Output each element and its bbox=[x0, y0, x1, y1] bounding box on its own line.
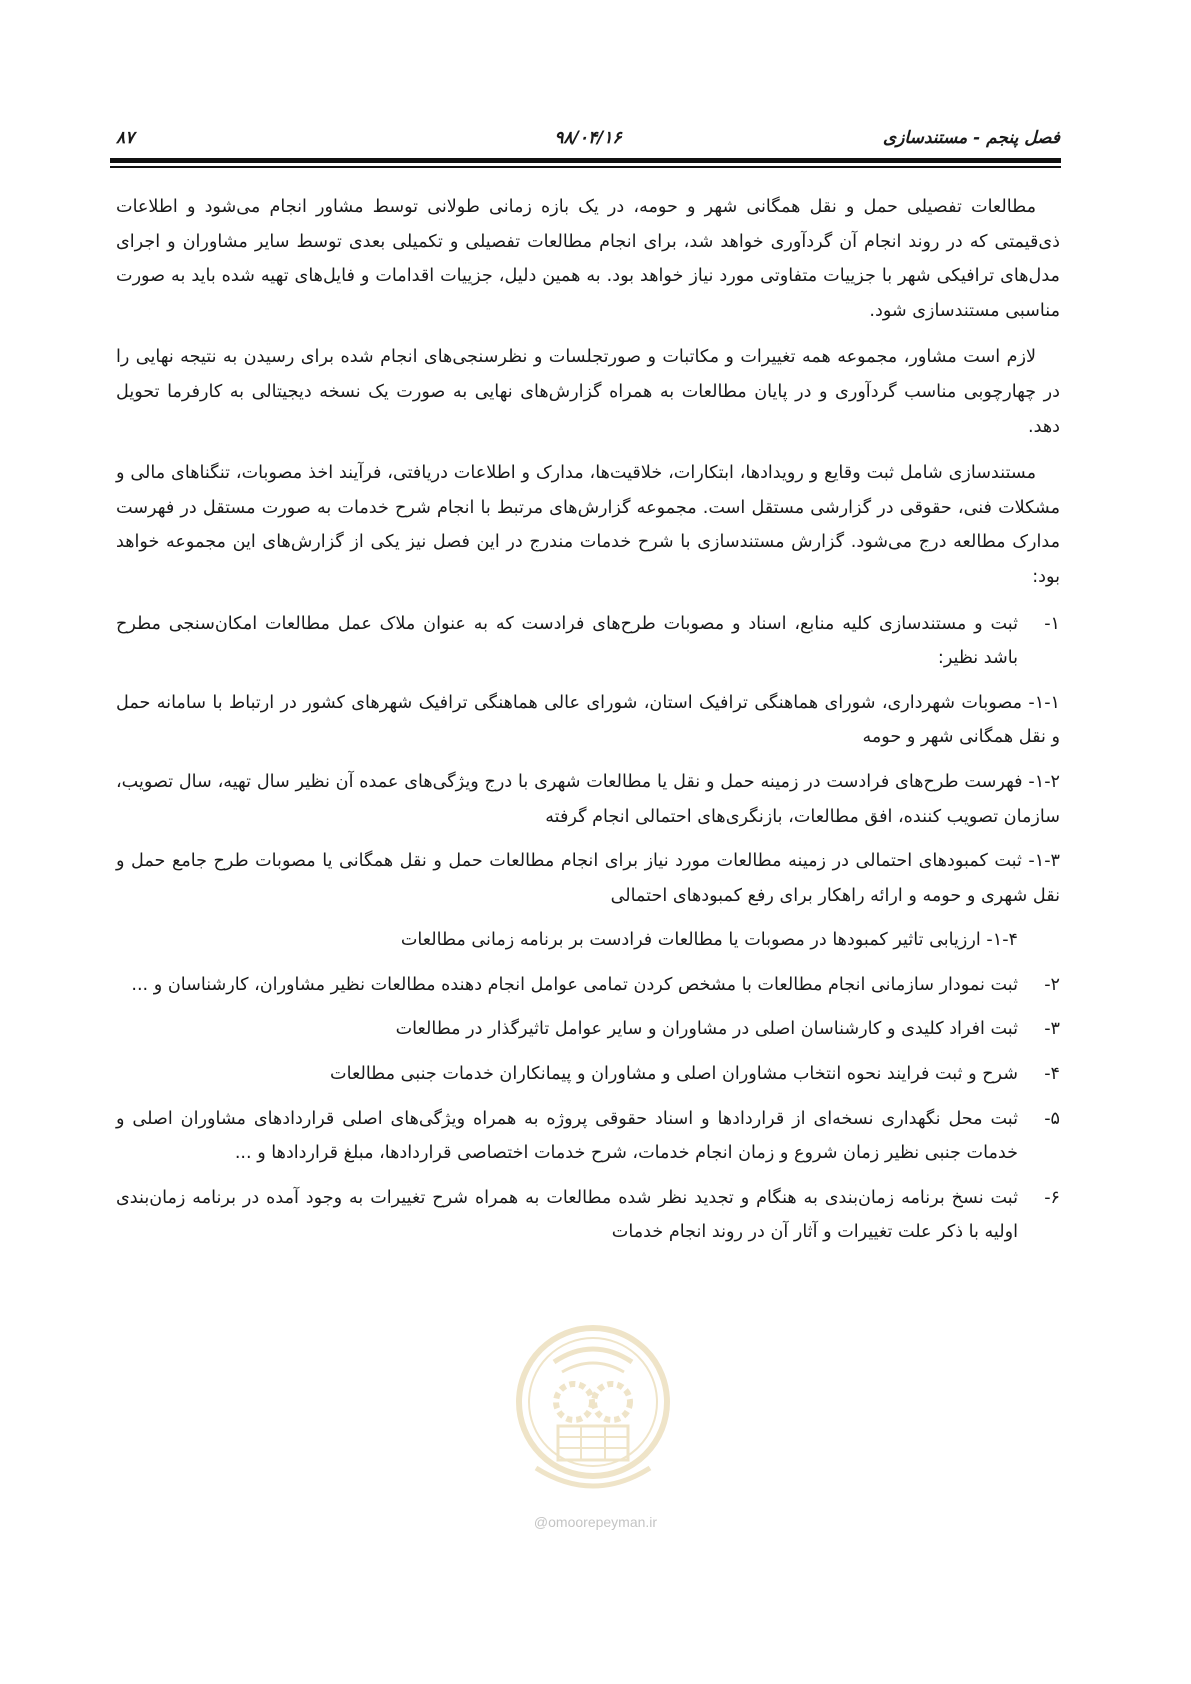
list-text: ثبت نسخ برنامه زمان‌بندی به هنگام و تجدید نظر شده مطالعات به همراه شرح تغییرات به وجود آمده در برنامه زمان‌بندی اولیه با ذکر علت تغییرات و آثار آن در روند انجام خدمات bbox=[116, 1187, 1018, 1243]
list-item-1 bbox=[116, 607, 1060, 676]
page-number: ۸۷ bbox=[116, 128, 135, 148]
paragraph-intro: مطالعات تفصیلی حمل و نقل همگانی شهر و حومه، در یک بازه زمانی طولانی توسط مشاور انجام می‌شود و اطلاعات ذی‌قیمتی که در روند انجام آن گردآوری خواهد شد، برای انجام مطالعات تفصیلی و تکمیلی بعدی توسط سایر مشاوران و اجرای مدل‌های ترافیکی شهر با جزییات متفاوتی مورد نیاز خواهد بود. به همین دلیل، جزییات اقدامات و فایل‌های تهیه شده باید به صورت مناسبی مستندسازی شود. bbox=[116, 197, 1060, 321]
list-item-6 bbox=[116, 1181, 1060, 1250]
list-text: ثبت نمودار سازمانی انجام مطالعات با مشخص کردن تمامی عوامل انجام دهنده مطالعات نظیر مشاوران، کارشناسان و ... bbox=[131, 974, 1018, 995]
body-text bbox=[116, 190, 1060, 1260]
list-number: ۶- bbox=[1044, 1187, 1060, 1208]
list-number: ۱- bbox=[1044, 613, 1060, 634]
list-text: ثبت و مستندسازی کلیه منابع، اسناد و مصوبات طرح‌های فرادست که به عنوان ملاک عمل مطالعات امکان‌سنجی مطرح باشد نظیر: bbox=[116, 613, 1018, 669]
list-item-4 bbox=[116, 1057, 1060, 1092]
list-text: ثبت افراد کلیدی و کارشناسان اصلی در مشاوران و سایر عوامل تاثیرگذار در مطالعات bbox=[395, 1019, 1018, 1040]
header-rule-thick bbox=[110, 158, 1061, 163]
list-number: ۲- bbox=[1044, 974, 1060, 995]
paragraph-consultant: لازم است مشاور، مجموعه همه تغییرات و مکاتبات و صورتجلسات و نظرسنجی‌های انجام شده برای رسیدن به نتیجه نهایی را در چهارچوبی مناسب گردآوری و در پایان مطالعات به همراه گزارش‌های نهایی به صورت یک نسخه دیجیتالی به کارفرما تحویل دهد. bbox=[116, 347, 1060, 437]
header-date: ۹۸/۰۴/۱۶ bbox=[554, 128, 622, 148]
watermark-logo bbox=[514, 1318, 672, 1510]
sub-item-1-3: ۱-۳- ثبت کمبودهای احتمالی در زمینه مطالعات مورد نیاز برای انجام مطالعات حمل و نقل همگانی یا مصوبات طرح جامع حمل و نقل شهری و حومه و ارائه راهکار برای رفع کمبودهای احتمالی bbox=[116, 851, 1060, 906]
list-text: ثبت محل نگهداری نسخه‌ای از قراردادها و اسناد حقوقی پروژه به همراه ویژگی‌های اصلی قراردادهای مشاوران اصلی و خدمات جنبی نظیر زمان شروع و زمان انجام خدمات، شرح خدمات اختصاصی قراردادها، مبلغ قراردادها و ... bbox=[116, 1108, 1018, 1164]
list-number: ۳- bbox=[1044, 1019, 1060, 1040]
sub-item-1-1: ۱-۱- مصوبات شهرداری، شورای هماهنگی ترافیک استان، شورای عالی هماهنگی ترافیک شهرهای کشور در ارتباط با سامانه حمل و نقل همگانی شهر و حومه bbox=[116, 692, 1060, 748]
list-text: شرح و ثبت فرایند نحوه انتخاب مشاوران اصلی و مشاوران و پیمانکاران خدمات جنبی مطالعات bbox=[330, 1064, 1018, 1085]
list-number: ۴- bbox=[1044, 1064, 1060, 1085]
watermark-site: @omoorepeyman.ir bbox=[533, 1514, 658, 1530]
list-number: ۵- bbox=[1044, 1108, 1060, 1129]
sub-item-1-4: ۱-۴- ارزیابی تاثیر کمبودها در مصوبات یا مطالعات فرادست بر برنامه زمانی مطالعات bbox=[400, 930, 1018, 951]
list-item-2 bbox=[116, 968, 1060, 1003]
list-item-5 bbox=[116, 1102, 1060, 1171]
paragraph-documentation: مستندسازی شامل ثبت وقایع و رویدادها، ابتکارات، خلاقیت‌ها، مدارک و اطلاعات دریافتی، فرآیند اخذ مصوبات، تنگناهای مالی و مشکلات فنی، حقوقی در گزارشی مستقل است. مجموعه گزارش‌های مرتبط با انجام شرح خدمات به صورت مستقل در فهرست مدارک مطالعه درج می‌شود. گزارش مستندسازی با شرح خدمات مندرج در این فصل نیز یکی از گزارش‌های این مجموعه خواهد بود: bbox=[116, 463, 1060, 587]
chapter-title: فصل پنجم - مستندسازی bbox=[882, 128, 1060, 148]
list-item-3 bbox=[116, 1012, 1060, 1047]
sub-item-1-2: ۱-۲- فهرست طرح‌های فرادست در زمینه حمل و نقل یا مطالعات شهری با درج ویژگی‌های عمده آن نظیر سال تهیه، سال تصویب، سازمان تصویب کننده، افق مطالعات، بازنگری‌های احتمالی انجام گرفته bbox=[116, 771, 1060, 827]
page-header bbox=[116, 128, 1060, 150]
header-rule-thin bbox=[110, 166, 1061, 168]
